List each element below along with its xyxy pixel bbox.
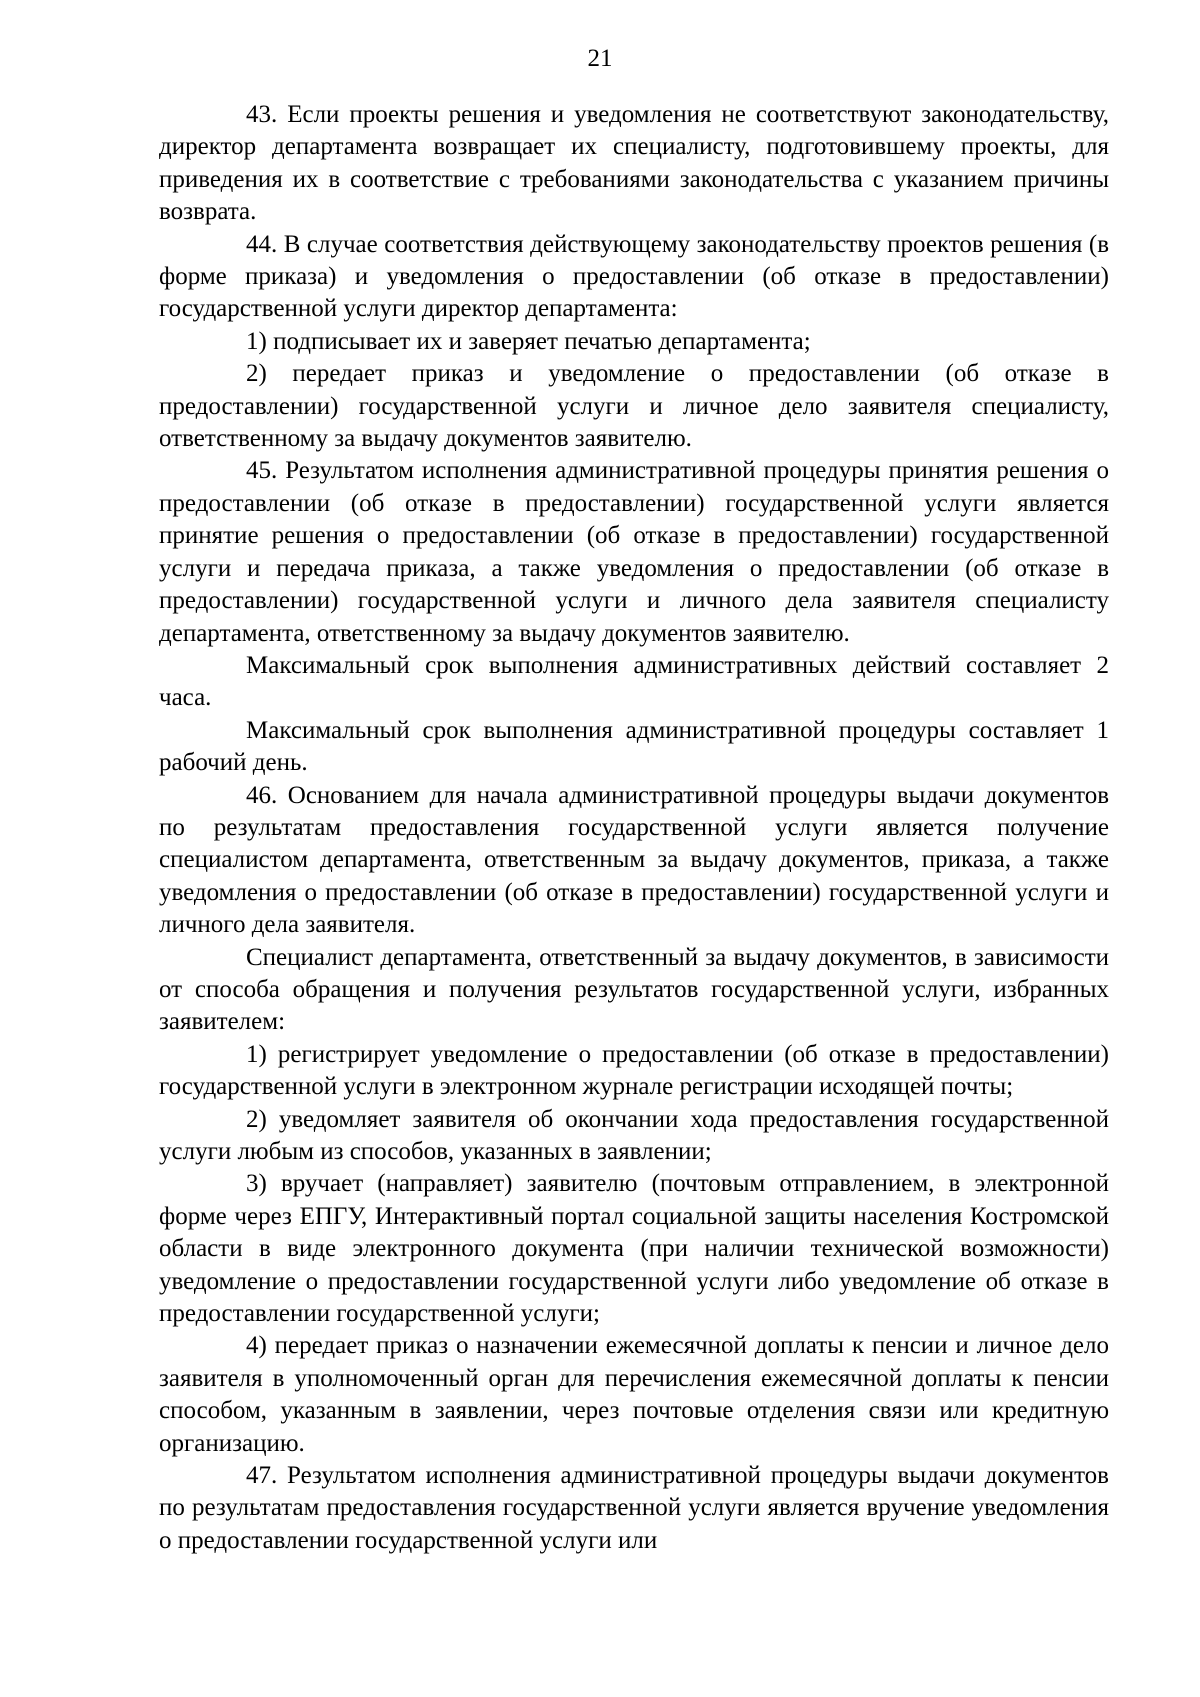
paragraph-45-deadline-procedure: Максимальный срок выполнения административной процедуры составляет 1 рабочий день. xyxy=(159,716,1109,777)
paragraph-45: 45. Результатом исполнения административной процедуры принятия решения о предоставлении (об отказе в предоставлении) государственной услуги является принятие решения о предоставлении (об отказе в предоставлении) государственной услуги и передача приказа, а также уведомления о предоставлении (об отказе в предоставлении) государственной услуги и личного дела заявителя специалисту департамента, ответственному за выдачу документов заявителю. xyxy=(159,457,1109,647)
paragraph-44-item-2: 2) передает приказ и уведомление о предоставлении (об отказе в предоставлении) государственной услуги и личное дело заявителя специалисту, ответственному за выдачу документов заявителю. xyxy=(159,360,1109,453)
paragraph-44-item-1: 1) подписывает их и заверяет печатью департамента; xyxy=(246,327,811,355)
paragraph-44: 44. В случае соответствия действующему законодательству проектов решения (в форме приказа) и уведомления о предоставлении (об отказе в предоставлении) государственной услуги директор департамента: xyxy=(159,230,1109,323)
paragraph-46-item-2: 2) уведомляет заявителя об окончании хода предоставления государственной услуги любым из способов, указанных в заявлении; xyxy=(159,1105,1109,1165)
paragraph-46-specialist: Специалист департамента, ответственный за выдачу документов, в зависимости от способа обращения и получения результатов государственной услуги, избранных заявителем: xyxy=(159,943,1109,1036)
document-body xyxy=(159,99,1109,1557)
paragraph-45-deadline-actions: Максимальный срок выполнения административных действий составляет 2 часа. xyxy=(159,651,1109,712)
paragraph-43: 43. Если проекты решения и уведомления не соответствуют законодательству, директор департамента возвращает их специалисту, подготовившему проекты, для приведения их в соответствие с требованиями законодательства с указанием причины возврата. xyxy=(159,101,1109,226)
paragraph-46-item-4: 4) передает приказ о назначении ежемесячной доплаты к пенсии и личное дело заявителя в уполномоченный орган для перечисления ежемесячной доплаты к пенсии способом, указанным в заявлении, через почтовые отделения связи или кредитную организацию. xyxy=(159,1332,1109,1457)
paragraph-47: 47. Результатом исполнения административной процедуры выдачи документов по результатам предоставления государственной услуги является вручение уведомления о предоставлении государственной услуги или xyxy=(159,1462,1109,1554)
paragraph-46-item-1: 1) регистрирует уведомление о предоставлении (об отказе в предоставлении) государственной услуги в электронном журнале регистрации исходящей почты; xyxy=(159,1040,1109,1101)
paragraph-46-item-3: 3) вручает (направляет) заявителю (почтовым отправлением, в электронной форме через ЕПГУ, Интерактивный портал социальной защиты населения Костромской области в виде электронного документа (при наличии технической возможности) уведомление о предоставлении государственной услуги либо уведомление об отказе в предоставлении государственной услуги; xyxy=(159,1170,1109,1328)
paragraph-46: 46. Основанием для начала административной процедуры выдачи документов по результатам предоставления государственной услуги является получение специалистом департамента, ответственным за выдачу документов, приказа, а также уведомления о предоставлении (об отказе в предоставлении) государственной услуги и личного дела заявителя. xyxy=(159,781,1109,939)
page-number: 21 xyxy=(587,45,613,72)
